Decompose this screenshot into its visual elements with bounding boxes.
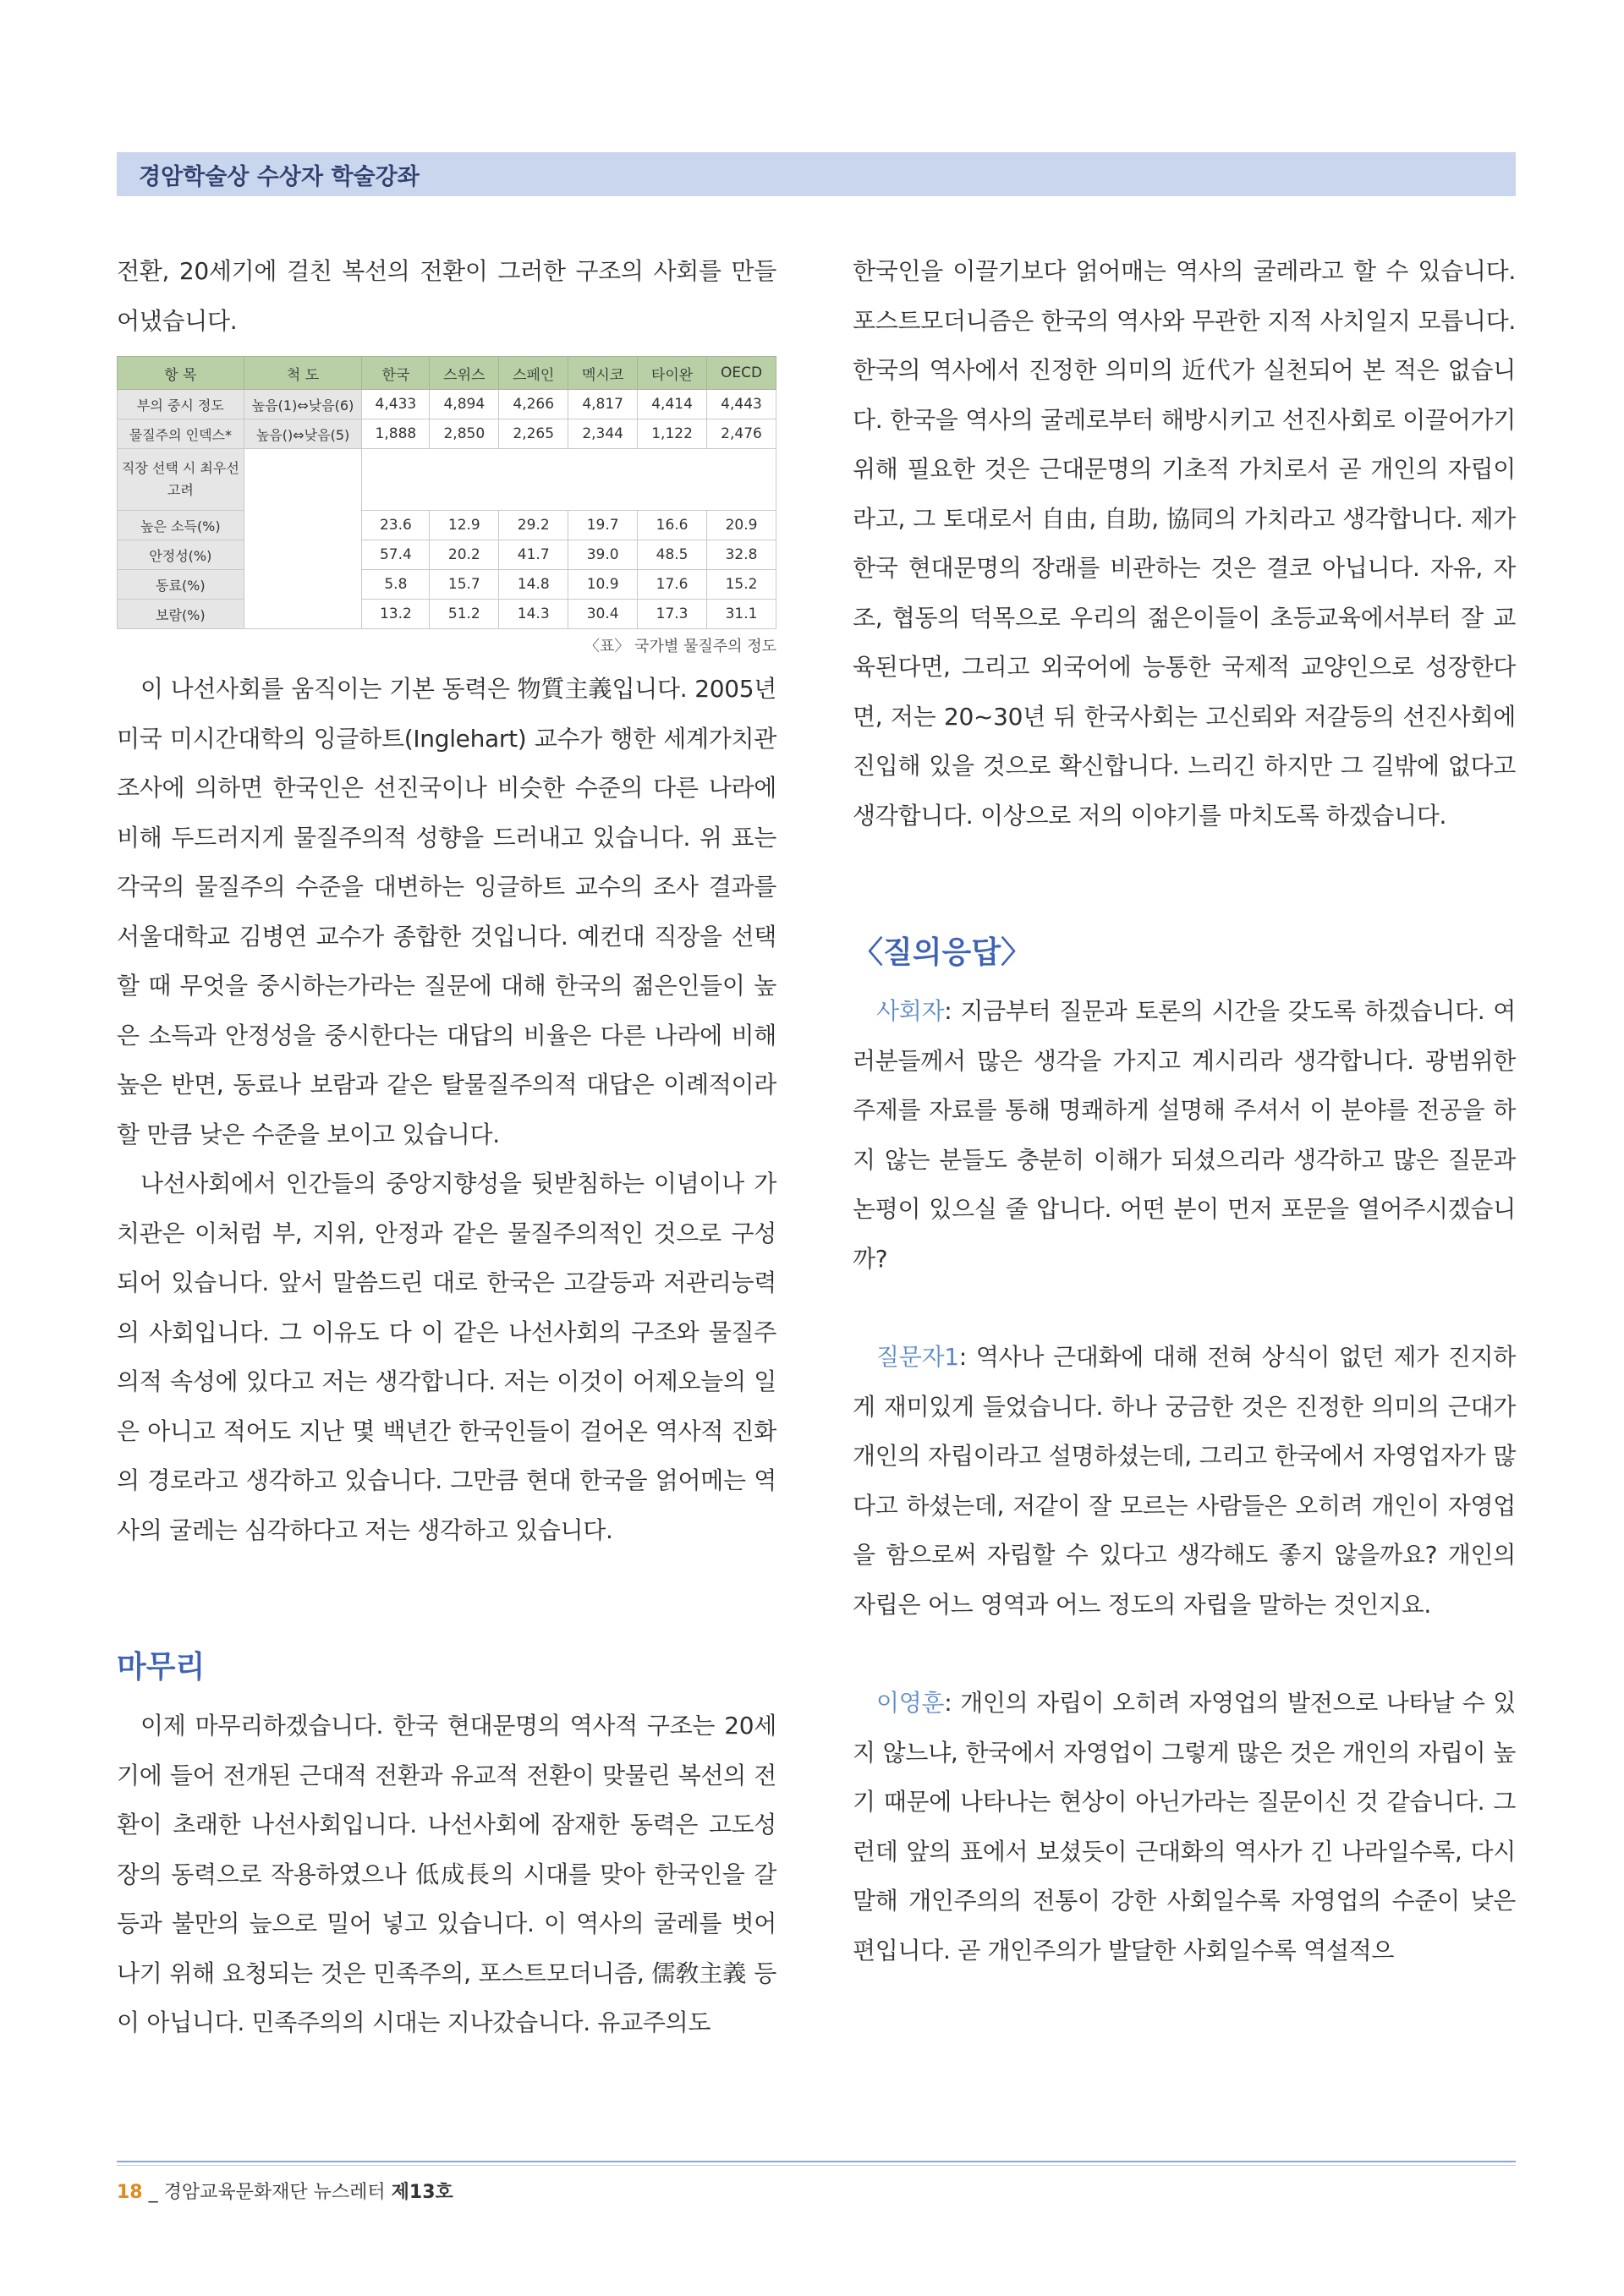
left-column (117, 247, 776, 2048)
table-row (118, 419, 776, 449)
table-cell: 39.0 (568, 540, 638, 570)
table-row (118, 390, 776, 419)
materialism-table (117, 356, 776, 629)
table-cell: 23.6 (362, 511, 430, 540)
spacer (117, 1555, 776, 1643)
table-cell: 4,266 (499, 390, 568, 419)
table-cell: 29.2 (499, 511, 568, 540)
table-row (118, 600, 776, 629)
table-cell: 15.2 (707, 570, 776, 600)
spacer (853, 972, 1516, 987)
footer-separator: _ (148, 2182, 158, 2203)
table-cell: 48.5 (638, 540, 707, 570)
table-header-cell: 멕시코 (568, 357, 638, 390)
left-paragraph-1: 전환, 20세기에 걸친 복선의 전환이 그러한 구조의 사회를 만들어냈습니다. (117, 257, 776, 335)
table-row (118, 570, 776, 600)
table-group-label: 직장 선택 시 최우선 고려 (118, 449, 244, 511)
table-cell: 17.6 (638, 570, 707, 600)
qa-entry-moderator (853, 987, 1516, 1284)
table-row (118, 540, 776, 570)
table-cell: 41.7 (499, 540, 568, 570)
qa-entry-answer (853, 1679, 1516, 1975)
table-caption: 〈표〉 국가별 물질주의 정도 (584, 638, 776, 655)
table-cell: 2,265 (499, 419, 568, 449)
table-cell: 4,414 (638, 390, 707, 419)
table-cell: 동료(%) (118, 570, 244, 600)
table-header-row (118, 357, 776, 390)
table-cell: 20.2 (430, 540, 499, 570)
spacer (853, 841, 1516, 929)
table-cell: 20.9 (707, 511, 776, 540)
spacer (853, 1630, 1516, 1679)
table-cell: 16.6 (638, 511, 707, 540)
table-cell: 4,443 (707, 390, 776, 419)
table-blank-cell (362, 449, 776, 511)
right-column (853, 247, 1516, 1975)
table-cell: 높음()⇔낮음(5) (244, 419, 362, 449)
table-cell: 2,344 (568, 419, 638, 449)
speaker-text: : 역사나 근대화에 대해 전혀 상식이 없던 제가 진지하게 재미있게 들었습니다. 하나 궁금한 것은 진정한 의미의 근대가 개인의 자립이라고 설명하셨는데, 그리고 한국에서 자영업자가 많다고 하셨는데, 저같이 잘 모르는 사람들은 오히려 개인이 자영업을 함으로써 자립할 수 있다고 생각해도 좋지 않을까요? 개인의 자립은 어느 영역과 어느 정도의 자립을 말하는 것인지요. (853, 1343, 1516, 1619)
table-cell: 1,888 (362, 419, 430, 449)
table-header-cell: 타이완 (638, 357, 707, 390)
table-group-row (118, 449, 776, 511)
table-header-cell: 척 도 (244, 357, 362, 390)
table-cell: 30.4 (568, 600, 638, 629)
speaker-text: : 지금부터 질문과 토론의 시간을 갖도록 하겠습니다. 여러분들께서 많은 생각을 가지고 계시리라 생각합니다. 광범위한 주제를 자료를 통해 명쾌하게 설명해 주셔서 이 분야를 전공을 하지 않는 분들도 충분히 이해가 되셨으리라 생각하고 많은 질문과 논평이 있으실 줄 압니다. 어떤 분이 먼저 포문을 열어주시겠습니까? (853, 997, 1516, 1273)
right-paragraph-1: 한국인을 이끌기보다 얽어매는 역사의 굴레라고 할 수 있습니다. 포스트모더니즘은 한국의 역사와 무관한 지적 사치일지 모릅니다. 한국의 역사에서 진정한 의미의 近代가 실천되어 본 적은 없습니다. 한국을 역사의 굴레로부터 해방시키고 선진사회로 이끌어가기 위해 필요한 것은 근대문명의 기초적 가치로서 곧 개인의 자립이라고, 그 토대로서 自由, 自助, 協同의 가치라고 생각합니다. 제가 한국 현대문명의 장래를 비관하는 것은 결코 아닙니다. 자유, 자조, 협동의 덕목으로 우리의 젊은이들이 초등교육에서부터 잘 교육된다면, 그리고 외국어에 능통한 국제적 교양인으로 성장한다면, 저는 20~30년 뒤 한국사회는 고신뢰와 저갈등의 선진사회에 진입해 있을 것으로 확신합니다. 느리긴 하지만 그 길밖에 없다고 생각합니다. 이상으로 저의 이야기를 마치도록 하겠습니다. (853, 257, 1516, 830)
qa-entry-questioner-1 (853, 1333, 1516, 1630)
table-header-cell: 한국 (362, 357, 430, 390)
issue-number: 제13호 (391, 2182, 453, 2203)
table-cell: 4,817 (568, 390, 638, 419)
table-header-cell: 스페인 (499, 357, 568, 390)
table-cell: 2,476 (707, 419, 776, 449)
table-cell: 51.2 (430, 600, 499, 629)
section-header-title: 경암학술상 수상자 학술강좌 (139, 163, 420, 190)
table-cell: 안정성(%) (118, 540, 244, 570)
table-cell: 15.7 (430, 570, 499, 600)
qa-section-title: 〈질의응답〉 (853, 935, 1032, 970)
materialism-table-wrap (117, 356, 776, 656)
speaker-text: : 개인의 자립이 오히려 자영업의 발전으로 나타날 수 있지 않느냐, 한국에서 자영업이 그렇게 많은 것은 개인의 자립이 높기 때문에 나타나는 현상이 아닌가라는 질문이신 것 같습니다. 그런데 앞의 표에서 보셨듯이 근대화의 역사가 긴 나라일수록, 다시 말해 개인주의의 전통이 강한 사회일수록 자영업의 수준이 낮은 편입니다. 곧 개인주의가 발달한 사회일수록 역설적으 (853, 1689, 1516, 1964)
speaker-name: 질문자1 (876, 1343, 959, 1371)
table-cell: 높음(1)⇔낮음(6) (244, 390, 362, 419)
table-cell: 높은 소득(%) (118, 511, 244, 540)
table-cell: 57.4 (362, 540, 430, 570)
table-cell: 17.3 (638, 600, 707, 629)
table-cell: 부의 중시 정도 (118, 390, 244, 419)
table-header-cell: 스위스 (430, 357, 499, 390)
publication-name: 경암교육문화재단 뉴스레터 (163, 2182, 386, 2203)
spacer (853, 1284, 1516, 1333)
table-cell: 19.7 (568, 511, 638, 540)
table-blank-cell (244, 449, 362, 629)
table-cell: 32.8 (707, 540, 776, 570)
closing-section-title: 마무리 (117, 1650, 206, 1685)
table-cell: 물질주의 인덱스* (118, 419, 244, 449)
left-paragraph-2: 이 나선사회를 움직이는 기본 동력은 物質主義입니다. 2005년 미국 미시간대학의 잉글하트(Inglehart) 교수가 행한 세계가치관조사에 의하면 한국인은 선진국이나 비슷한 수준의 다른 나라에 비해 두드러지게 물질주의적 성향을 드러내고 있습니다. 위 표는 각국의 물질주의 수준을 대변하는 잉글하트 교수의 조사 결과를 서울대학교 김병연 교수가 종합한 것입니다. 예컨대 직장을 선택할 때 무엇을 중시하는가라는 질문에 대해 한국의 젊은인들이 높은 소득과 안정성을 중시한다는 대답의 비율은 다른 나라에 비해 높은 반면, 동료나 보람과 같은 탈물질주의적 대답은 이례적이라 할 만큼 낮은 수준을 보이고 있습니다. (117, 675, 776, 1148)
footer-rule (117, 2161, 1516, 2166)
spacer (117, 1686, 776, 1701)
table-cell: 14.8 (499, 570, 568, 600)
table-cell: 보람(%) (118, 600, 244, 629)
left-paragraph-4: 이제 마무리하겠습니다. 한국 현대문명의 역사적 구조는 20세기에 들어 전개된 근대적 전환과 유교적 전환이 맞물린 복선의 전환이 초래한 나선사회입니다. 나선사회에 잠재한 동력은 고도성장의 동력으로 작용하였으나 低成長의 시대를 맞아 한국인을 갈등과 불만의 늪으로 밀어 넣고 있습니다. 이 역사의 굴레를 벗어나기 위해 요청되는 것은 민족주의, 포스트모더니즘, 儒敎主義 등이 아닙니다. 민족주의의 시대는 지나갔습니다. 유교주의도 (117, 1712, 776, 2036)
section-header (117, 152, 1516, 196)
table-header-cell: 항 목 (118, 357, 244, 390)
table-cell: 31.1 (707, 600, 776, 629)
table-cell: 10.9 (568, 570, 638, 600)
table-cell: 2,850 (430, 419, 499, 449)
table-cell: 4,433 (362, 390, 430, 419)
table-header-cell: OECD (707, 357, 776, 390)
table-cell: 4,894 (430, 390, 499, 419)
table-cell: 12.9 (430, 511, 499, 540)
footer (117, 2178, 453, 2204)
speaker-name: 이영훈 (876, 1689, 945, 1717)
table-row (118, 511, 776, 540)
table-cell: 14.3 (499, 600, 568, 629)
left-paragraph-3: 나선사회에서 인간들의 중앙지향성을 뒷받침하는 이념이나 가치관은 이처럼 부, 지위, 안정과 같은 물질주의적인 것으로 구성되어 있습니다. 앞서 말씀드린 대로 한국은 고갈등과 저관리능력의 사회입니다. 그 이유도 다 이 같은 나선사회의 구조와 물질주의적 속성에 있다고 저는 생각합니다. 저는 이것이 어제오늘의 일은 아니고 적어도 지난 몇 백년간 한국인들이 걸어온 역사적 진화의 경로라고 생각하고 있습니다. 그만큼 현대 한국을 얽어메는 역사의 굴레는 심각하다고 저는 생각하고 있습니다. (117, 1170, 776, 1544)
page-number: 18 (117, 2182, 143, 2203)
table-cell: 13.2 (362, 600, 430, 629)
table-cell: 5.8 (362, 570, 430, 600)
speaker-name: 사회자 (876, 997, 945, 1025)
table-cell: 1,122 (638, 419, 707, 449)
